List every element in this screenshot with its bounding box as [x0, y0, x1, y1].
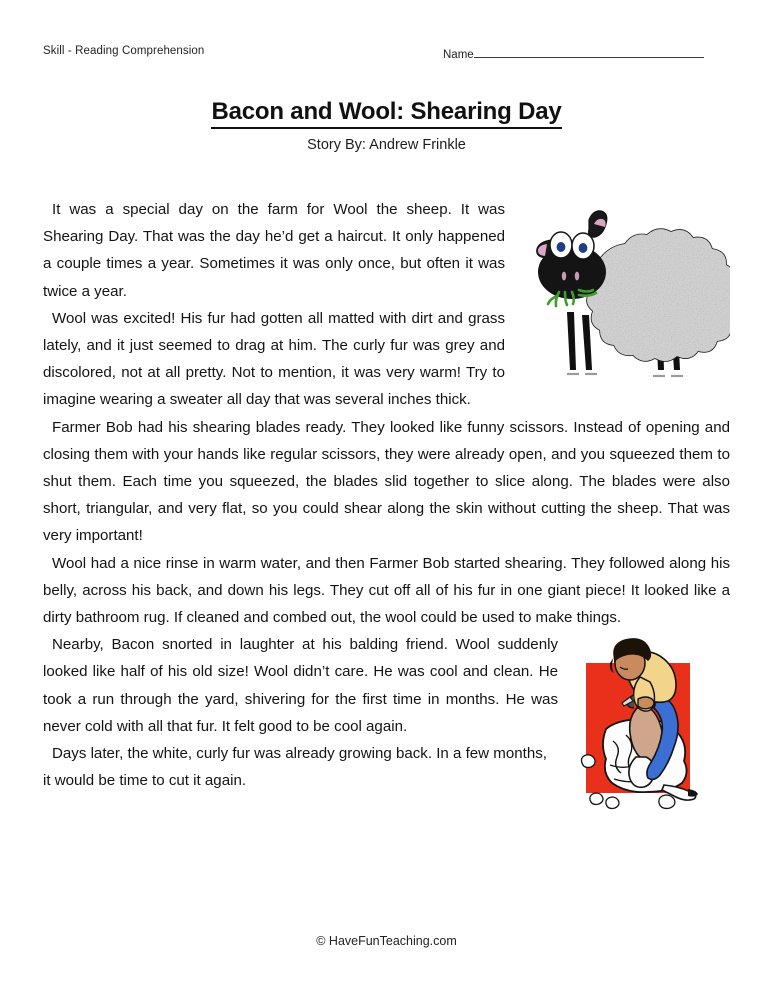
worksheet-header: [43, 45, 730, 67]
sheep-illustration: [527, 200, 730, 385]
story-author: Story By: Andrew Frinkle: [307, 136, 466, 153]
skill-label: Skill - Reading Comprehension: [43, 45, 205, 57]
name-input-line[interactable]: [474, 45, 704, 58]
story-paragraph: Wool had a nice rinse in warm water, and then Farmer Bob started shearing. They followed along his belly, across his back, and down his legs. They cut off all of his fur in one giant piece! It looked like a dirty bathroom rug. If cleaned and combed out, the wool could be used to make things.: [43, 554, 730, 627]
name-field-group: [443, 45, 704, 61]
name-label: Name: [443, 49, 474, 61]
cartoon-sheep-icon: [527, 200, 730, 385]
title-block: [0, 98, 773, 153]
story-paragraph: Wool was excited! His fur had gotten all matted with dirt and grass lately, and it just seemed to drag at him. The curly fur was grey and discolored, not at all pretty. Not to mention, it was very warm! Try to imagine wearing a sweater all day that was several inches thick.: [43, 309, 505, 409]
story-paragraph: Nearby, Bacon snorted in laughter at his balding friend. Wool suddenly looked like half of his old size! Wool didn’t care. He was cool and clean. He took a run through the yard, shivering for the first time in months. He was never cold with all that fur. It felt good to be cool again.: [43, 636, 558, 735]
story-paragraph: Days later, the white, curly fur was already growing back. In a few months, it would be time to cut it again.: [43, 745, 547, 790]
shearing-illustration: [580, 637, 730, 817]
story-text: [43, 196, 730, 821]
sheep-shearing-icon: [580, 637, 730, 817]
story-paragraph: It was a special day on the farm for Wool the sheep. It was Shearing Day. That was the day he’d get a haircut. It only happened a couple times a year. Sometimes it was only once, but often it was twice a year.: [43, 201, 505, 300]
page-title: Bacon and Wool: Shearing Day: [211, 98, 561, 129]
story-paragraph: Farmer Bob had his shearing blades ready. They looked like funny scissors. Instead of opening and closing them with your hands like regular scissors, they were already open, and you squeezed them to shut them. Each time you squeezed, the blades slid together to slice along. The blades were also short, triangular, and very flat, so you could shear along the skin without cutting the sheep. That was very important!: [43, 418, 730, 545]
footer-copyright: © HaveFunTeaching.com: [316, 934, 457, 948]
